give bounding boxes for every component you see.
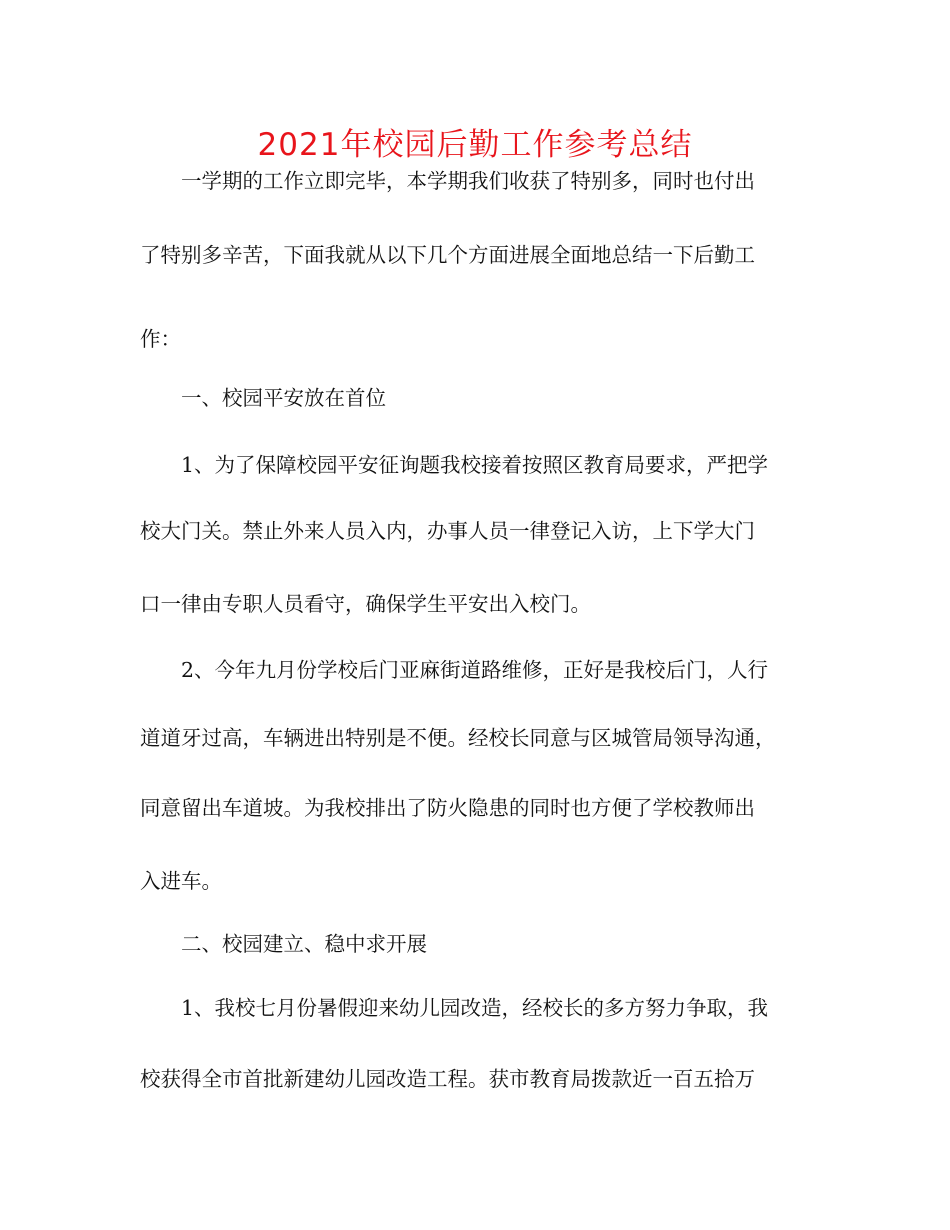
paragraph-line: 同意留出车道坡。为我校排出了防火隐患的同时也方便了学校教师出 <box>140 796 755 820</box>
paragraph-line: 口一律由专职人员看守，确保学生平安出入校门。 <box>140 592 591 616</box>
section-heading: 二、校园建立、稳中求开展 <box>140 932 427 956</box>
paragraph-line: 一学期的工作立即完毕，本学期我们收获了特别多，同时也付出 <box>140 169 755 193</box>
paragraph-line: 2、今年九月份学校后门亚麻街道路维修，正好是我校后门，人行 <box>140 658 769 682</box>
paragraph-line: 道道牙过高，车辆进出特别是不便。经校长同意与区城管局领导沟通， <box>140 726 776 750</box>
paragraph-line: 校获得全市首批新建幼儿园改造工程。获市教育局拨款近一百五拾万 <box>140 1067 755 1091</box>
paragraph-line: 了特别多辛苦，下面我就从以下几个方面进展全面地总结一下后勤工 <box>140 243 755 267</box>
paragraph-line: 入进车。 <box>140 869 222 893</box>
paragraph-line: 校大门关。禁止外来人员入内，办事人员一律登记入访，上下学大门 <box>140 519 755 543</box>
section-heading: 一、校园平安放在首位 <box>140 386 386 410</box>
document-title: 2021年校园后勤工作参考总结 <box>257 127 693 163</box>
paragraph-line: 作： <box>140 327 181 351</box>
paragraph-line: 1、为了保障校园平安征询题我校接着按照区教育局要求，严把学 <box>140 453 769 477</box>
paragraph-line: 1、我校七月份暑假迎来幼儿园改造，经校长的多方努力争取，我 <box>140 996 769 1020</box>
